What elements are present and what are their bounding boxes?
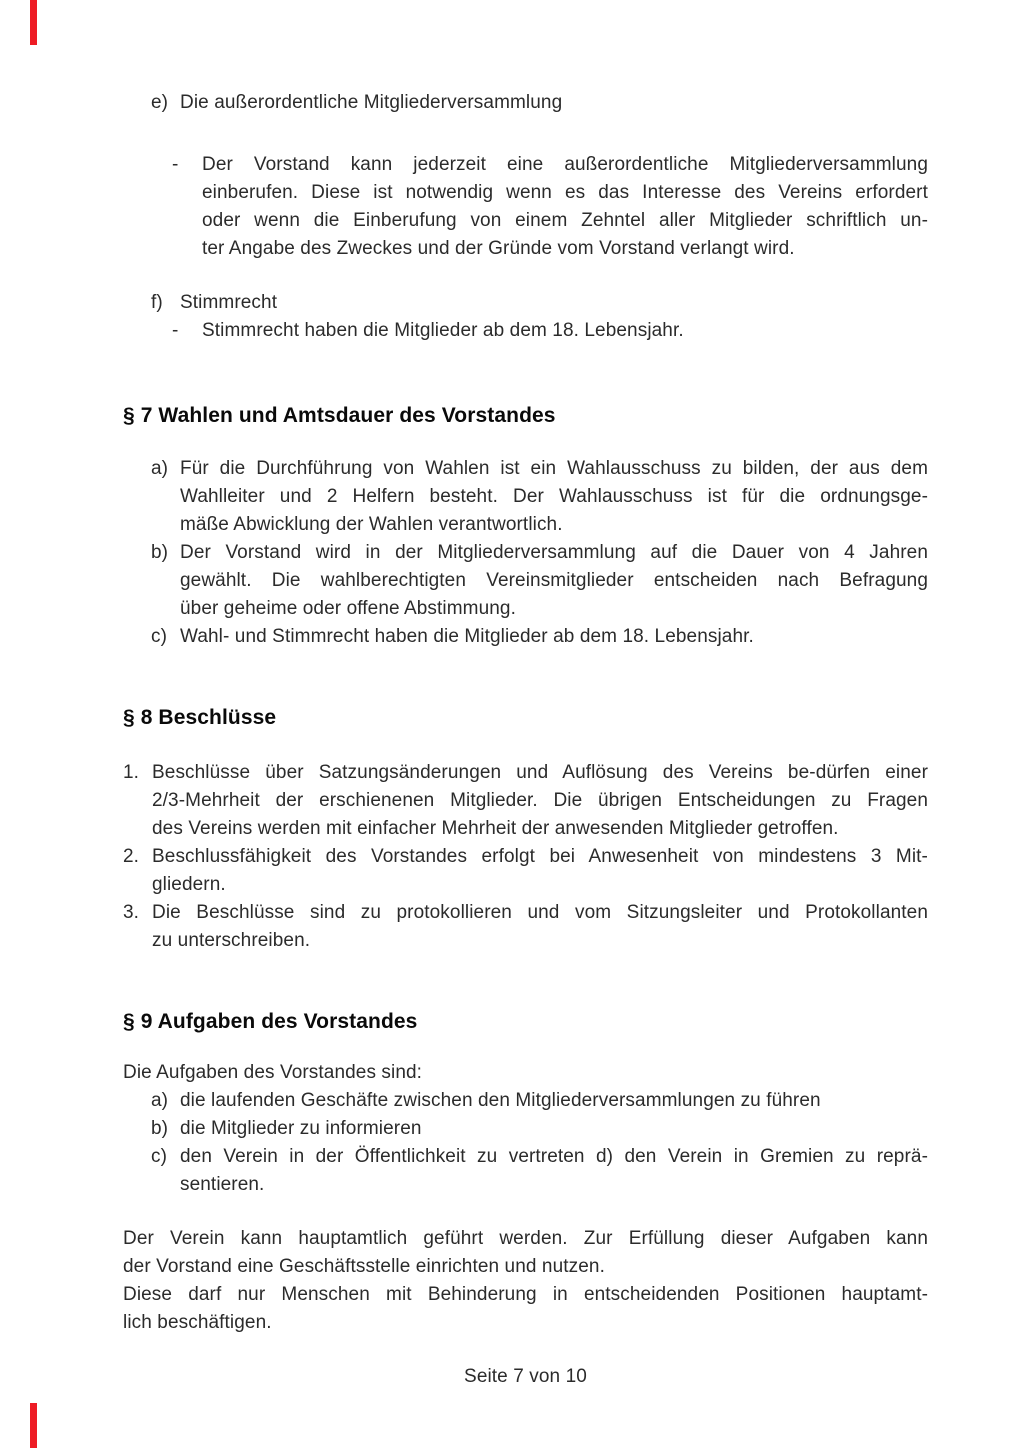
text-line: des Vereins werden mit einfacher Mehrheit der anwesenden Mitglieder getroffen. [152, 818, 839, 839]
text-line: Stimmrecht haben die Mitglieder ab dem 18. Lebensjahr. [202, 320, 684, 341]
list-item-9c-text [180, 1143, 928, 1199]
list-item-9b [151, 1115, 928, 1143]
section-9-list [123, 1087, 928, 1199]
page-edge-mark-bottom [30, 1403, 37, 1448]
text-line: 2/3-Mehrheit der erschienenen Mitglieder. Die übrigen Entscheidungen zu Fragen [152, 790, 928, 811]
page-edge-mark-top [30, 0, 37, 45]
text-line: den Verein in der Öffentlichkeit zu vertreten d) den Verein in Gremien zu reprä- [180, 1146, 928, 1167]
list-item-e [151, 89, 928, 117]
text-line: lich beschäftigen. [123, 1312, 272, 1333]
section-heading-9: § 9 Aufgaben des Vorstandes [123, 1010, 418, 1033]
list-marker-9c: c) [151, 1146, 168, 1167]
list-marker-f: f) [151, 292, 163, 313]
text-line: gliedern. [152, 874, 226, 895]
list-item-8-2-text [152, 843, 928, 899]
text-line: Für die Durchführung von Wahlen ist ein Wahlausschuss zu bilden, der aus dem [180, 458, 928, 479]
list-item-f-title: Stimmrecht [180, 292, 278, 313]
dash-marker: - [172, 154, 179, 175]
list-marker-8-3: 3. [123, 902, 140, 923]
closing-paragraph-2 [123, 1281, 928, 1337]
section-9-intro: Die Aufgaben des Vorstandes sind: [123, 1062, 423, 1083]
text-line: Der Vorstand kann jederzeit eine außerordentliche Mitgliederversammlung [202, 154, 928, 175]
text-line: oder wenn die Einberufung von einem Zehntel aller Mitglieder schriftlich un- [202, 210, 928, 231]
list-item-e-title: Die außerordentliche Mitgliederversammlung [180, 92, 563, 113]
list-item-9b-text [180, 1115, 928, 1143]
text-line: Der Vorstand wird in der Mitgliederversammlung auf die Dauer von 4 Jahren [180, 542, 928, 563]
section-8-list [123, 759, 928, 955]
closing-paragraph-1 [123, 1225, 928, 1281]
list-marker-9b: b) [151, 1118, 169, 1139]
list-item-9a-text [180, 1087, 928, 1115]
text-line: der Vorstand eine Geschäftsstelle einrichten und nutzen. [123, 1256, 605, 1277]
list-item-8-2 [123, 843, 928, 899]
page-number: Seite 7 von 10 [464, 1366, 587, 1387]
text-line: Die Beschlüsse sind zu protokollieren und vom Sitzungsleiter und Protokollanten [152, 902, 928, 923]
list-marker-7b: b) [151, 542, 169, 563]
list-item-7a-text [180, 455, 928, 539]
list-item-f [151, 289, 928, 317]
text-line: gewählt. Die wahlberechtigten Vereinsmitglieder entscheiden nach Befragung [180, 570, 928, 591]
dash-item-f-text [202, 317, 928, 345]
list-item-7b [151, 539, 928, 623]
list-item-7b-text [180, 539, 928, 623]
list-item-9c [151, 1143, 928, 1199]
list-item-7c [151, 623, 928, 651]
text-line: Der Verein kann hauptamtlich geführt werden. Zur Erfüllung dieser Aufgaben kann [123, 1228, 928, 1249]
list-item-8-3-text [152, 899, 928, 955]
section-heading-7: § 7 Wahlen und Amtsdauer des Vorstandes [123, 404, 556, 427]
text-line: Wahlleiter und 2 Helfern besteht. Der Wahlausschuss ist für die ordnungsge- [180, 486, 928, 507]
dash-marker: - [172, 320, 179, 341]
text-line: Beschlüsse über Satzungsänderungen und Auflösung des Vereins be-dürfen einer [152, 762, 928, 783]
list-marker-8-2: 2. [123, 846, 140, 867]
list-marker-7a: a) [151, 458, 169, 479]
text-line: zu unterschreiben. [152, 930, 311, 951]
dash-item-f [172, 317, 928, 345]
text-line: Beschlussfähigkeit des Vorstandes erfolgt bei Anwesenheit von mindestens 3 Mit- [152, 846, 928, 867]
section-heading-8: § 8 Beschlüsse [123, 706, 277, 729]
text-line: einberufen. Diese ist notwendig wenn es das Interesse des Vereins erfordert [202, 182, 928, 203]
list-marker-9a: a) [151, 1090, 169, 1111]
dash-item-e-text [202, 151, 928, 263]
text-line: ter Angabe des Zweckes und der Gründe vom Vorstand verlangt wird. [202, 238, 795, 259]
list-item-7a [151, 455, 928, 539]
list-item-9a [151, 1087, 928, 1115]
section-7-list [123, 455, 928, 651]
list-marker-e: e) [151, 92, 169, 113]
page-content [123, 89, 928, 1391]
text-line: die Mitglieder zu informieren [180, 1118, 422, 1139]
text-line: Wahl- und Stimmrecht haben die Mitglieder ab dem 18. Lebensjahr. [180, 626, 754, 647]
dash-item-e [172, 151, 928, 263]
list-marker-8-1: 1. [123, 762, 140, 783]
list-item-8-1-text [152, 759, 928, 843]
text-line: über geheime oder offene Abstimmung. [180, 598, 516, 619]
list-item-f-group [123, 289, 928, 345]
list-item-8-3 [123, 899, 928, 955]
text-line: Diese darf nur Menschen mit Behinderung in entscheidenden Positionen hauptamt- [123, 1284, 928, 1305]
list-item-8-1 [123, 759, 928, 843]
text-line: mäße Abwicklung der Wahlen verantwortlich. [180, 514, 563, 535]
list-item-7c-text [180, 623, 928, 651]
text-line: sentieren. [180, 1174, 265, 1195]
text-line: die laufenden Geschäfte zwischen den Mitgliederversammlungen zu führen [180, 1090, 821, 1111]
list-marker-7c: c) [151, 626, 168, 647]
